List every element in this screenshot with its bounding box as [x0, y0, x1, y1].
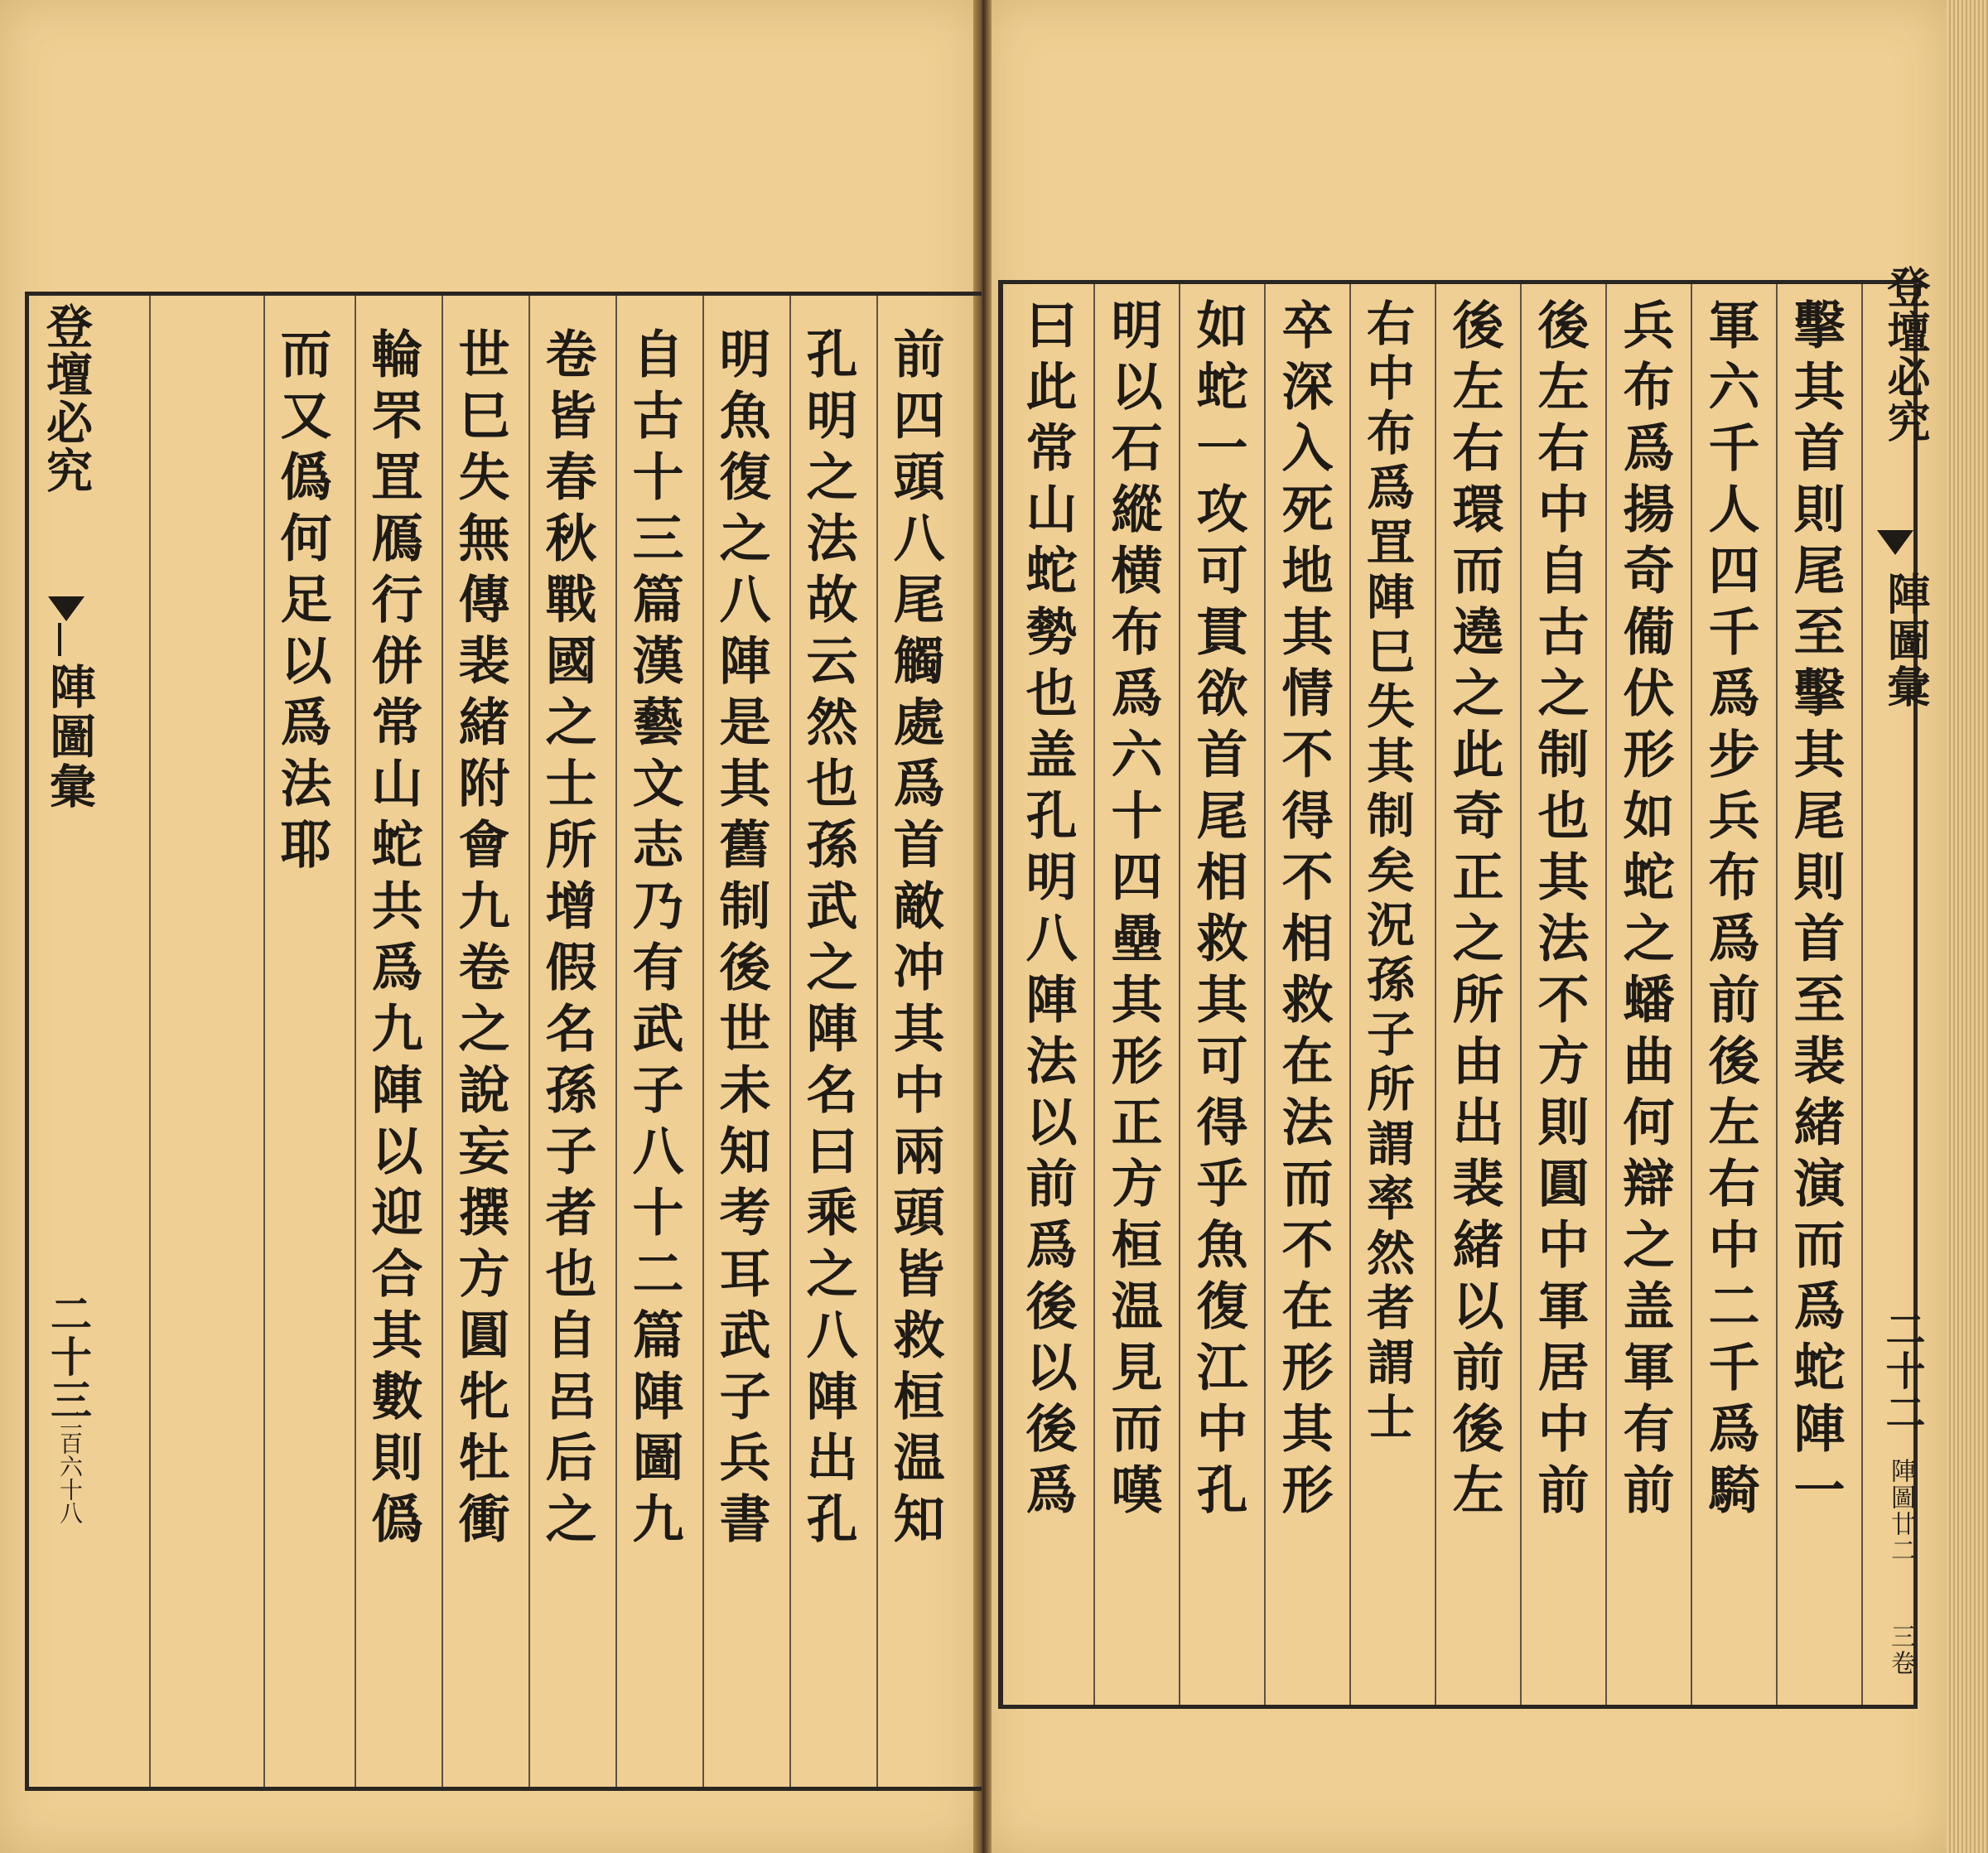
page-edges	[1947, 0, 1988, 1853]
heart-leaf-number: 二十三	[44, 1292, 93, 1421]
text-column: 而又僞何足以爲法耶	[272, 327, 332, 879]
column-rule	[149, 296, 151, 1787]
heart-page-number: 二百六十八	[56, 1408, 84, 1524]
heart-title: 登壇必究	[39, 302, 94, 495]
text-column: 曰此常山蛇勢也盖孔明八陣法以前爲後以後爲	[1017, 298, 1078, 1524]
text-column: 兵布爲揚奇僃伏形如蛇之蟠曲何辯之盖軍有前	[1614, 298, 1675, 1524]
column-rule	[1605, 284, 1607, 1705]
column-rule	[1179, 284, 1180, 1705]
text-column: 自古十三篇漢藝文志乃有武子八十二篇陣圖九	[624, 327, 684, 1553]
heart-subtitle: 陣圖廿二	[1886, 1458, 1915, 1564]
text-column: 後左右環而遶之此奇正之所由出裴緒以前後左	[1444, 298, 1504, 1524]
text-column: 右中布爲罝陣巳失其制矣況孫子所謂率然者謂士	[1358, 298, 1415, 1446]
text-column: 後左右中自古之制也其法不方則圓中軍居中前	[1529, 298, 1590, 1524]
text-column: 輪罘罝鴈行併常山蛇共爲九陣以迎合其數則僞	[363, 327, 423, 1553]
column-rule	[1520, 284, 1522, 1705]
heart-volume: 三卷	[1886, 1624, 1915, 1677]
column-rule	[355, 296, 356, 1787]
text-column: 明以石縱横布爲六十四壘其形正方桓温見而嘆	[1103, 298, 1163, 1524]
text-column: 卒深入死地其情不得不相救在法而不在形其形	[1273, 298, 1334, 1524]
column-rule	[528, 296, 530, 1787]
heart-section: 陣圖彙	[42, 663, 97, 812]
heart-leaf-number: 二十二	[1879, 1309, 1925, 1433]
text-column: 擊其首則尾至擊其尾則首至裴緒演而爲蛇陣一	[1785, 298, 1846, 1524]
column-rule	[1776, 284, 1778, 1705]
text-column: 卷皆春秋戰國之士所增假名孫子者也自呂后之	[537, 327, 597, 1553]
heart-title: 登壇必究	[1879, 265, 1930, 444]
text-column: 明魚復之八陣是其舊制後世未知考耳武子兵書	[711, 327, 771, 1553]
text-column: 軍六千人四千爲步兵布爲前後左右中二千爲騎	[1700, 298, 1760, 1524]
column-rule	[789, 296, 791, 1787]
column-rule	[702, 296, 704, 1787]
text-column: 如蛇一攻可貫欲首尾相救其可得乎魚復江中孔	[1188, 298, 1248, 1524]
fish-tail-mark	[48, 596, 84, 621]
column-rule	[876, 296, 878, 1787]
text-column: 世巳失無傳裴緒附會九卷之說妄撰方圓牝牡衝	[450, 327, 510, 1553]
column-rule	[1861, 284, 1863, 1705]
column-rule	[615, 296, 617, 1787]
column-rule	[1691, 284, 1692, 1705]
column-rule	[1435, 284, 1436, 1705]
column-rule	[1093, 284, 1095, 1705]
heart-line	[58, 623, 61, 656]
text-column: 前四頭八尾觸處爲首敵冲其中兩頭皆救桓温知	[885, 327, 945, 1553]
heart-section: 陣圖彙	[1879, 572, 1930, 711]
fish-tail-mark	[1877, 530, 1913, 555]
column-rule	[1349, 284, 1351, 1705]
text-column: 孔明之法故云然也孫武之陣名曰乘之八陣出孔	[798, 327, 858, 1553]
column-rule	[263, 296, 265, 1787]
column-rule	[1264, 284, 1266, 1705]
column-rule	[442, 296, 443, 1787]
